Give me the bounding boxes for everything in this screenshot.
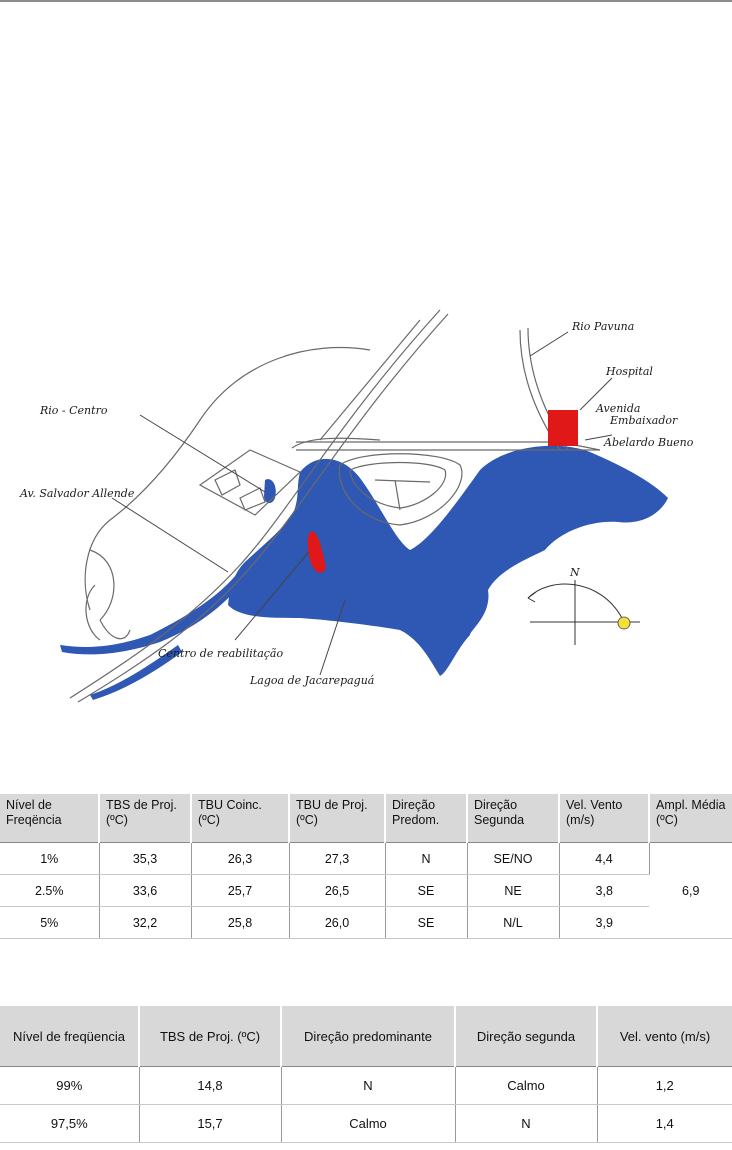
pond (264, 479, 276, 503)
table-cell: 2.5% (0, 875, 99, 907)
table-cell: 26,3 (191, 843, 289, 875)
table-cell: SE (385, 907, 467, 939)
table-cell: 15,7 (139, 1105, 281, 1143)
label-av-salvador: Av. Salvador Allende (20, 487, 135, 500)
table-row (0, 907, 732, 939)
col-header: TBS de Proj. (ºC) (139, 1006, 281, 1067)
col-header: Direção Segunda (467, 794, 559, 843)
table-row (0, 1105, 732, 1143)
table-cell: 1,4 (597, 1105, 732, 1143)
table-cell: 33,6 (99, 875, 191, 907)
label-avenida-1: Avenida (596, 402, 641, 415)
col-header: Nível de freqüencia (0, 1006, 139, 1067)
ampl-media-cell: 6,9 (649, 843, 732, 939)
col-header: Direção segunda (455, 1006, 597, 1067)
col-header: Direção Predom. (385, 794, 467, 843)
top-rule (0, 0, 732, 2)
label-hospital: Hospital (606, 365, 653, 378)
table-cell: SE (385, 875, 467, 907)
label-north: N (570, 566, 580, 579)
table-cell: 32,2 (99, 907, 191, 939)
table-cell: 5% (0, 907, 99, 939)
col-header: Ampl. Média (ºC) (649, 794, 732, 843)
table-cell: Calmo (455, 1067, 597, 1105)
label-centro: Centro de reabilitação (158, 647, 284, 660)
table-cell: 27,3 (289, 843, 385, 875)
table-cell: 3,8 (559, 875, 649, 907)
table-cell: N/L (467, 907, 559, 939)
table-cell: 99% (0, 1067, 139, 1105)
north-compass (528, 580, 640, 645)
site-map (0, 300, 732, 720)
table-row (0, 843, 732, 875)
winter-design-table (0, 1006, 732, 1143)
hospital-block (548, 410, 578, 446)
table-cell: N (385, 843, 467, 875)
col-header: Vel. vento (m/s) (597, 1006, 732, 1067)
table-cell: N (455, 1105, 597, 1143)
table-row (0, 875, 732, 907)
canal-water (60, 575, 240, 654)
table-cell: 3,9 (559, 907, 649, 939)
table-cell: NE (467, 875, 559, 907)
lagoon-water (228, 446, 668, 676)
table-header-row (0, 1006, 732, 1067)
table-cell: 1,2 (597, 1067, 732, 1105)
table-row (0, 1067, 732, 1105)
table-cell: 97,5% (0, 1105, 139, 1143)
table-cell: 26,0 (289, 907, 385, 939)
label-avenida-3: Abelardo Bueno (604, 436, 694, 449)
table-cell: 25,7 (191, 875, 289, 907)
col-header: TBU Coinc. (ºC) (191, 794, 289, 843)
site-map-drawing (0, 300, 732, 720)
col-header: TBS de Proj. (ºC) (99, 794, 191, 843)
col-header: Direção predominante (281, 1006, 455, 1067)
label-avenida-2: Embaixador (610, 414, 678, 427)
table-header-row (0, 794, 732, 843)
table-cell: 35,3 (99, 843, 191, 875)
table-cell: N (281, 1067, 455, 1105)
table-cell: 26,5 (289, 875, 385, 907)
col-header: Nível de Freqëncia (0, 794, 99, 843)
label-rio-pavuna: Rio Pavuna (572, 320, 635, 333)
table-cell: Calmo (281, 1105, 455, 1143)
table-cell: 4,4 (559, 843, 649, 875)
table-cell: 1% (0, 843, 99, 875)
label-lagoa: Lagoa de Jacarepaguá (250, 674, 375, 687)
label-rio-centro: Rio - Centro (40, 404, 108, 417)
table-cell: 14,8 (139, 1067, 281, 1105)
table-cell: 25,8 (191, 907, 289, 939)
sun-icon (618, 617, 630, 629)
col-header: Vel. Vento (m/s) (559, 794, 649, 843)
col-header: TBU de Proj. (ºC) (289, 794, 385, 843)
summer-design-table (0, 794, 732, 939)
table-cell: SE/NO (467, 843, 559, 875)
